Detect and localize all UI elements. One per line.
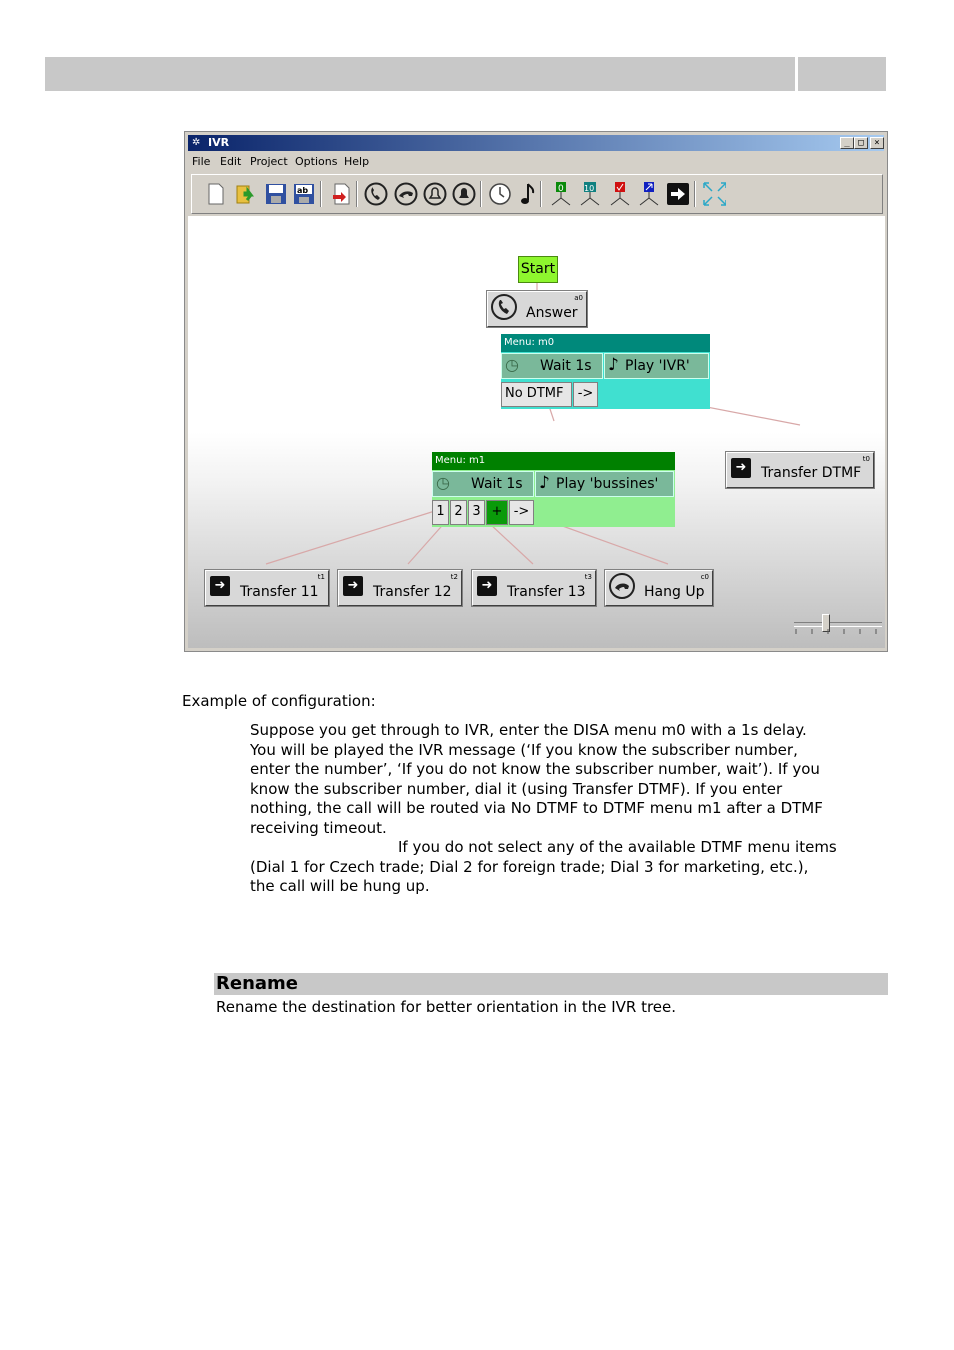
menu-options[interactable]: Options	[295, 155, 338, 168]
dtmf-0-badge: 0	[558, 184, 564, 194]
transfer-dtmf-label: Transfer DTMF	[761, 465, 862, 481]
menu-m0-wait-label: Wait 1s	[540, 358, 592, 374]
ivr-window	[184, 131, 888, 652]
menu-m1-play[interactable]	[535, 471, 674, 497]
paragraph-line: nothing, the call will be routed via No DTMF to DTMF menu m1 after a DTMF	[250, 799, 823, 817]
paragraph-line: the call will be hung up.	[250, 877, 430, 895]
paragraph-line: Suppose you get through to IVR, enter the DISA menu m0 with a 1s delay.	[250, 721, 807, 739]
paragraph-line: enter the number’, ‘If you do not know the subscriber number, wait’). If you	[250, 760, 820, 778]
alarm-bell-icon[interactable]	[423, 181, 447, 207]
ivr-canvas[interactable]	[188, 216, 885, 648]
svg-text:ab: ab	[297, 186, 309, 195]
rename-description: Rename the destination for better orientation in the IVR tree.	[216, 998, 677, 1016]
clock-icon[interactable]	[488, 181, 512, 207]
toolbar	[191, 174, 883, 214]
transfer-icon: ➜	[343, 576, 363, 596]
connector-key1-t11	[266, 510, 438, 564]
answer-tag: a0	[574, 294, 583, 302]
minimize-button[interactable]: _	[840, 137, 854, 149]
zoom-slider-ticks	[794, 628, 884, 636]
example-heading: Example of configuration:	[182, 692, 376, 710]
toolbar-separator	[540, 181, 542, 207]
paragraph-line: (Dial 1 for Czech trade; Dial 2 for foreign trade; Dial 3 for marketing, etc.),	[250, 857, 809, 876]
rename-section-title: Rename	[216, 973, 298, 994]
fit-view-icon[interactable]	[702, 181, 726, 207]
transfer-icon: ➜	[210, 576, 230, 596]
menu-m1-key-1[interactable]: 1	[432, 500, 449, 525]
page-number-box	[798, 57, 886, 91]
zoom-slider-track[interactable]	[794, 622, 882, 627]
page-header-bar	[45, 57, 795, 91]
music-note-icon: ♪	[608, 355, 619, 375]
close-button[interactable]: ×	[870, 137, 884, 149]
music-note-icon[interactable]	[516, 181, 540, 207]
menu-help[interactable]: Help	[344, 155, 370, 168]
transfer-13-tag: t3	[584, 573, 592, 581]
paragraph-line: know the subscriber number, dial it (using Transfer DTMF). If you enter	[250, 779, 783, 798]
menu-m0-play-label: Play 'IVR'	[625, 358, 690, 374]
menu-project[interactable]: Project	[250, 155, 288, 168]
dtmf-10-badge: 10	[584, 184, 595, 193]
clock-icon: ◷	[436, 473, 450, 492]
menu-m1-play-label: Play 'bussines'	[556, 476, 659, 492]
menu-m0-header[interactable]: Menu: m0	[501, 334, 710, 352]
toolbar-separator	[694, 181, 696, 207]
toolbar-separator	[320, 181, 322, 207]
open-folder-icon[interactable]	[234, 181, 258, 207]
paragraph-line: If you do not select any of the available DTMF menu items	[398, 838, 837, 856]
toolbar-separator	[480, 181, 482, 207]
hang-up-label: Hang Up	[644, 584, 705, 600]
menu-file[interactable]: File	[192, 155, 211, 168]
dtmf-10-icon[interactable]	[577, 181, 601, 207]
answer-label: Answer	[526, 305, 578, 321]
menu-edit[interactable]: Edit	[220, 155, 242, 168]
answer-phone-icon	[491, 294, 517, 320]
menu-m1-key-2[interactable]: 2	[450, 500, 467, 525]
start-node[interactable]: Start	[518, 256, 558, 283]
menu-m1-wait-label: Wait 1s	[471, 476, 523, 492]
red-branch-icon[interactable]	[607, 181, 631, 207]
save-icon[interactable]	[264, 181, 288, 207]
transfer-11-tag: t1	[317, 573, 325, 581]
menu-m1-wait[interactable]	[432, 471, 534, 497]
transfer-icon[interactable]	[666, 181, 690, 207]
rename-section-bar	[214, 973, 888, 995]
transfer-icon: ➜	[477, 576, 497, 596]
import-icon[interactable]	[330, 181, 354, 207]
bell-icon[interactable]	[452, 181, 476, 207]
transfer-11-label: Transfer 11	[240, 584, 319, 600]
transfer-12-label: Transfer 12	[373, 584, 452, 600]
answer-icon[interactable]	[364, 181, 388, 207]
dtmf-0-icon[interactable]	[548, 181, 572, 207]
example-paragraph	[250, 721, 880, 897]
clock-icon: ◷	[505, 355, 519, 374]
menu-m1-key-3[interactable]: 3	[468, 500, 485, 525]
transfer-dtmf-node[interactable]	[726, 452, 874, 488]
menu-bar	[188, 153, 884, 171]
music-note-icon: ♪	[539, 473, 550, 493]
maximize-button[interactable]: □	[854, 137, 868, 149]
menu-m0-wait[interactable]	[501, 353, 603, 379]
hangup-icon[interactable]	[394, 181, 418, 207]
menu-m0-no-dtmf[interactable]: No DTMF	[501, 382, 572, 407]
new-file-icon[interactable]	[204, 181, 228, 207]
paragraph-line: receiving timeout.	[250, 818, 387, 837]
app-icon: ✲	[192, 137, 201, 148]
window-title: IVR	[208, 136, 230, 149]
transfer-11-node[interactable]	[205, 570, 329, 606]
hang-up-node[interactable]	[605, 570, 713, 606]
answer-node[interactable]	[487, 291, 587, 327]
menu-m0-next[interactable]: ->	[573, 382, 598, 407]
transfer-12-node[interactable]	[338, 570, 462, 606]
toolbar-separator	[356, 181, 358, 207]
save-as-icon[interactable]	[292, 181, 316, 207]
transfer-13-label: Transfer 13	[507, 584, 586, 600]
transfer-dtmf-tag: t0	[862, 455, 870, 463]
transfer-13-node[interactable]	[472, 570, 596, 606]
title-bar	[188, 135, 884, 151]
transfer-12-tag: t2	[450, 573, 458, 581]
menu-m1-add-key[interactable]: +	[486, 500, 508, 525]
hang-up-tag: c0	[700, 573, 709, 581]
hangup-phone-icon	[609, 573, 635, 599]
menu-m1-header[interactable]: Menu: m1	[432, 452, 675, 470]
blue-branch-icon[interactable]	[636, 181, 660, 207]
paragraph-line: You will be played the IVR message (‘If you know the subscriber number,	[250, 740, 798, 759]
menu-m0-play[interactable]	[604, 353, 709, 379]
menu-m1-next[interactable]: ->	[509, 500, 534, 525]
transfer-icon: ➜	[731, 458, 751, 478]
